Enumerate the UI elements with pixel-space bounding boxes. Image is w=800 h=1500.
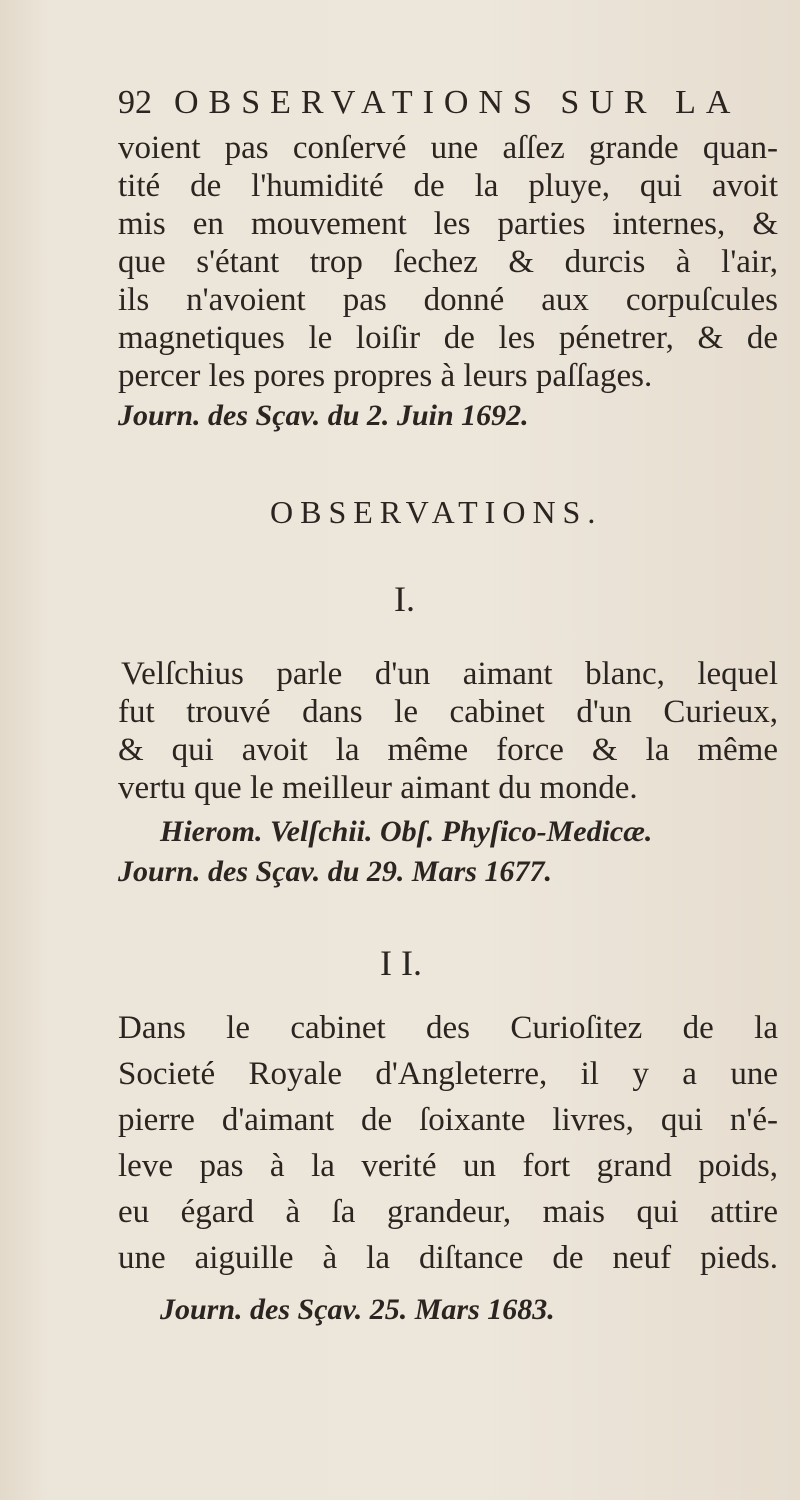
text-line: une aiguille à la diſtance de neuf pieds. bbox=[118, 1240, 778, 1276]
text-line: eu égard à ſa grandeur, mais qui attire bbox=[118, 1194, 778, 1230]
text-line: & qui avoit la même force & la même bbox=[118, 732, 778, 768]
text-line: tité de l'humidité de la pluye, qui avoit bbox=[118, 168, 778, 204]
observation-numeral: I I. bbox=[380, 943, 422, 983]
text-line: que s'étant trop ſechez & durcis à l'air, bbox=[118, 244, 778, 280]
text-line: percer les pores propres à leurs paſſages. bbox=[118, 358, 653, 394]
section-title: OBSERVATIONS. bbox=[270, 494, 603, 530]
running-title: OBSERVATIONS SUR LA bbox=[174, 84, 741, 121]
text-line: mis en mouvement les parties internes, & bbox=[118, 206, 778, 242]
text-line: voient pas conſervé une aſſez grande quan- bbox=[118, 130, 778, 166]
page-number: 92 bbox=[118, 84, 152, 121]
text-line: Societé Royale d'Angleterre, il y a une bbox=[118, 1056, 778, 1092]
text-line: fut trouvé dans le cabinet d'un Curieux, bbox=[118, 694, 778, 730]
text-line: vertu que le meilleur aimant du monde. bbox=[118, 770, 638, 806]
text-line: ils n'avoient pas donné aux corpuſcules bbox=[118, 282, 778, 318]
observation-numeral: I. bbox=[394, 579, 415, 619]
citation: Journ. des Sçav. 25. Mars 1683. bbox=[160, 1293, 555, 1326]
text-line: Velſchius parle d'un aimant blanc, lequel bbox=[121, 656, 778, 692]
text-line: magnetiques le loiſir de les pénetrer, & de bbox=[118, 320, 778, 356]
text-line: pierre d'aimant de ſoixante livres, qui n'é- bbox=[118, 1102, 778, 1138]
citation: Journ. des Sçav. du 2. Juin 1692. bbox=[118, 399, 529, 432]
running-header bbox=[118, 84, 740, 122]
citation: Hierom. Velſchii. Obſ. Phyſico-Medicæ. bbox=[160, 815, 653, 848]
citation: Journ. des Sçav. du 29. Mars 1677. bbox=[118, 855, 552, 888]
text-line: Dans le cabinet des Curioſitez de la bbox=[118, 1010, 778, 1046]
text-line: leve pas à la verité un fort grand poids, bbox=[118, 1148, 778, 1184]
